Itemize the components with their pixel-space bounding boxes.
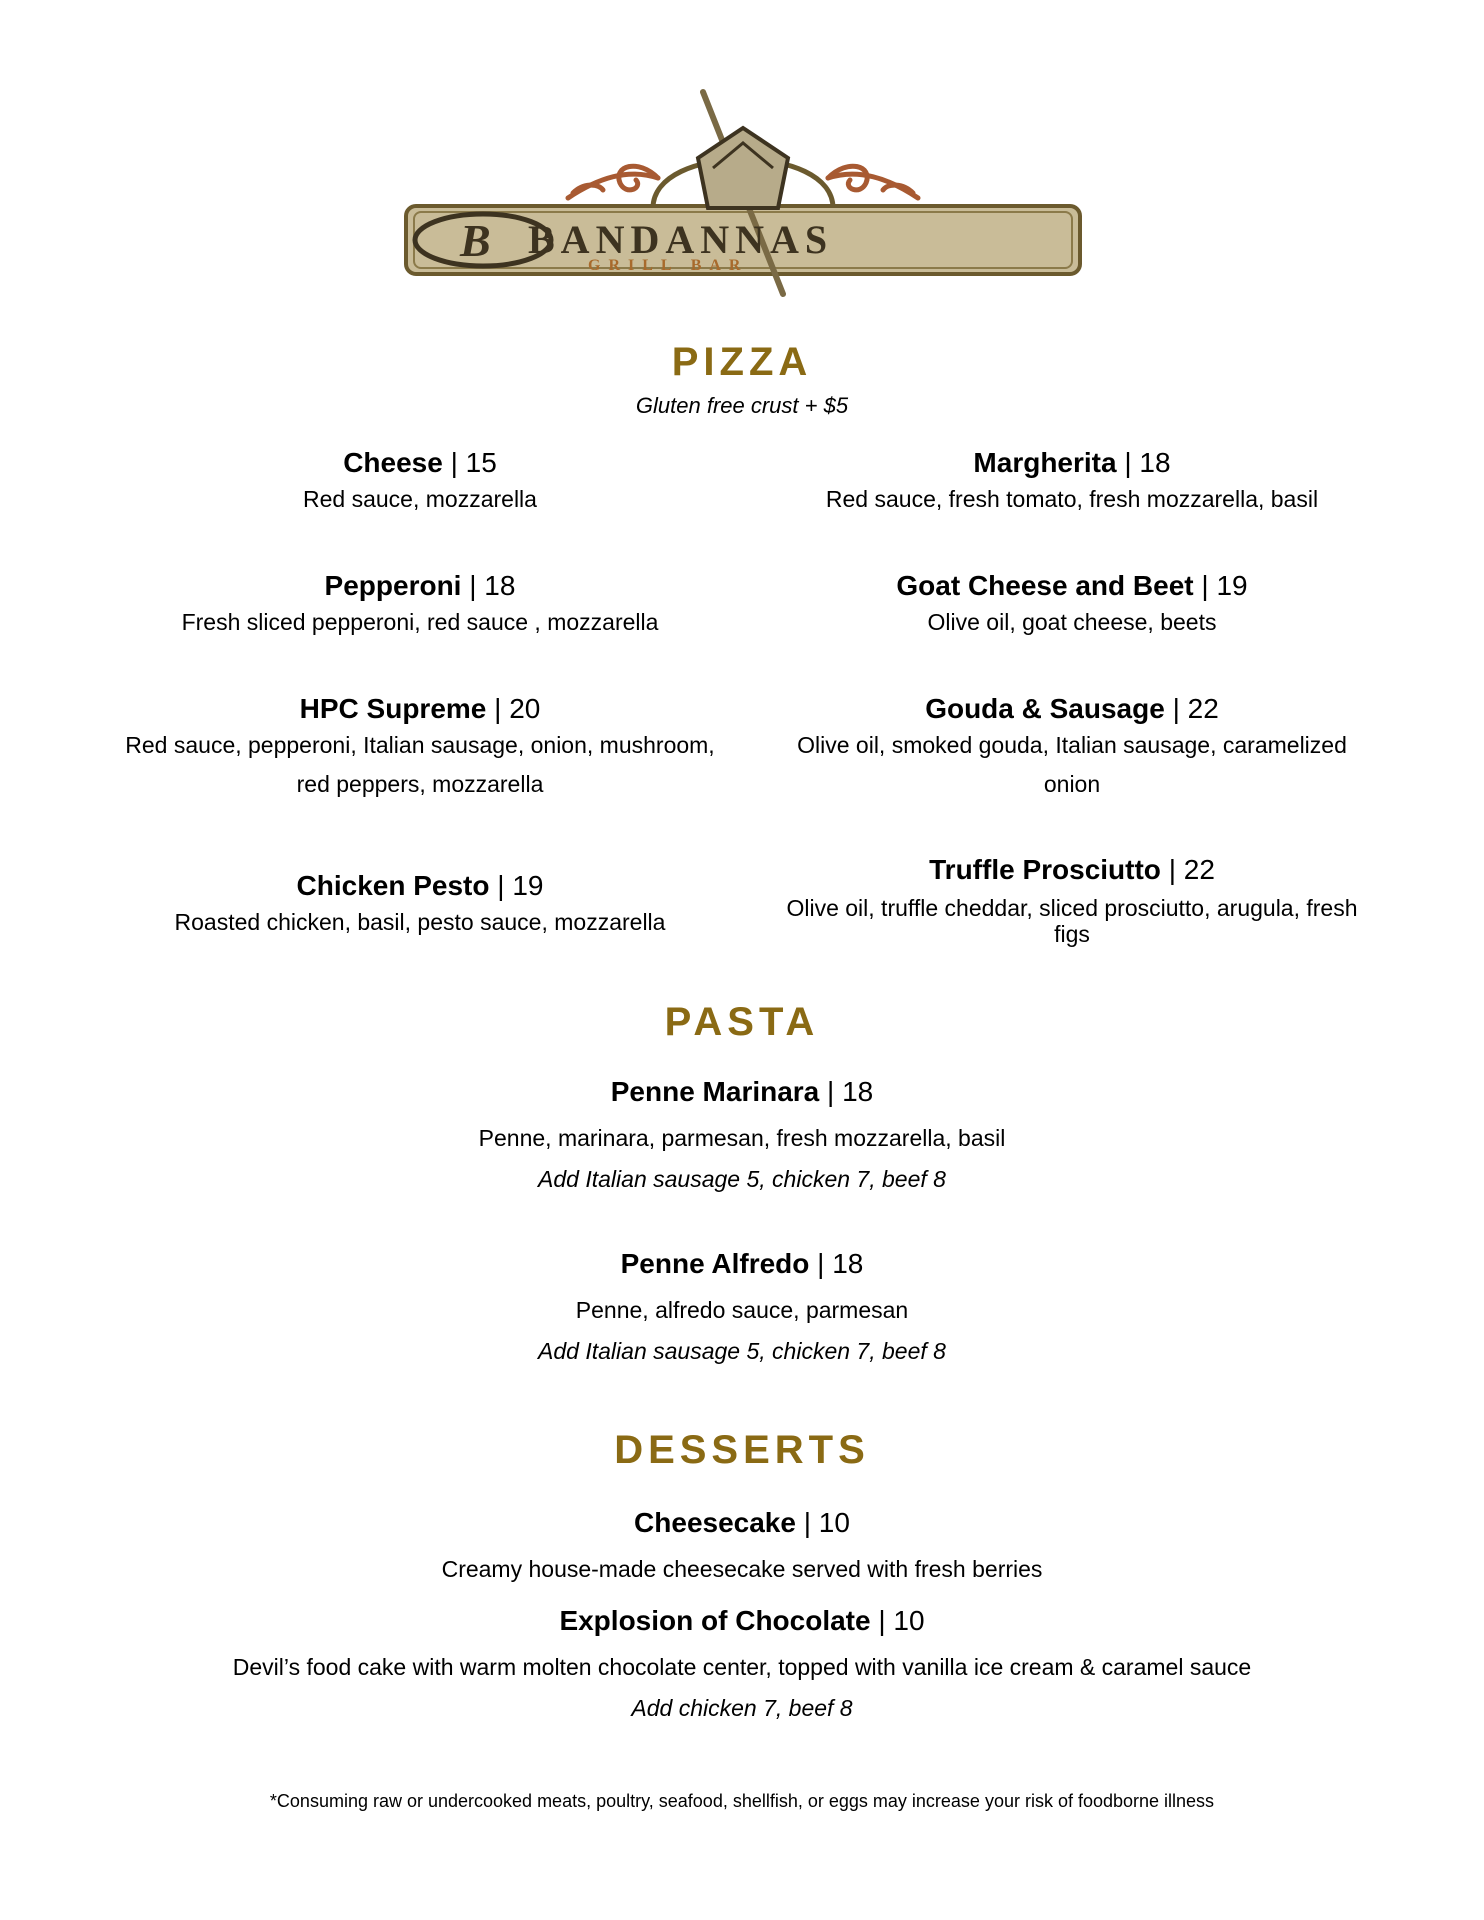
item-price: | 10 <box>878 1605 925 1636</box>
item-description: Fresh sliced pepperoni, red sauce , mozzarella <box>181 609 659 635</box>
logo-text: BANDANNAS <box>528 217 834 262</box>
item-price: | 22 <box>1168 854 1215 885</box>
item-name: Penne Marinara <box>610 1076 820 1107</box>
svg-text:B: B <box>460 215 491 266</box>
item-description: Red sauce, fresh tomato, fresh mozzarella, basil <box>825 486 1319 512</box>
item-price: | 18 <box>827 1076 874 1107</box>
item-name: Margherita <box>973 447 1117 478</box>
menu-item-truffle-prosciutto <box>752 853 1392 947</box>
menu-item-pepperoni <box>100 569 740 642</box>
item-price: | 20 <box>494 693 541 724</box>
health-footnote: *Consuming raw or undercooked meats, poultry, seafood, shellfish, or eggs may increase your risk of foodborne illness <box>269 1791 1215 1811</box>
item-name: Explosion of Chocolate <box>559 1605 871 1636</box>
item-name: Gouda & Sausage <box>925 693 1165 724</box>
menu-item-hpc-supreme <box>100 692 740 804</box>
item-addons: Add Italian sausage 5, chicken 7, beef 8 <box>538 1166 946 1192</box>
bandannas-logo <box>398 88 1088 300</box>
item-name: Cheesecake <box>634 1507 796 1538</box>
logo-subtext: GRILL BAR <box>588 257 749 274</box>
item-description: Devil’s food cake with warm molten chocolate center, topped with vanilla ice cream & caramel sauce <box>232 1654 1252 1680</box>
item-price: | 19 <box>1201 570 1248 601</box>
item-name: Penne Alfredo <box>620 1248 810 1279</box>
item-description: figs <box>1054 921 1090 947</box>
item-name: Chicken Pesto <box>296 870 490 901</box>
swirl-left-icon <box>568 166 658 198</box>
menu-item-gouda-sausage <box>752 692 1392 804</box>
item-price: | 22 <box>1172 693 1219 724</box>
menu-item-explosion-of-chocolate <box>0 1604 1484 1722</box>
item-description: Penne, marinara, parmesan, fresh mozzarella, basil <box>478 1125 1006 1151</box>
swirl-right-icon <box>828 166 918 198</box>
item-name: Pepperoni <box>324 570 462 601</box>
item-description: Red sauce, pepperoni, Italian sausage, onion, mushroom, <box>125 732 715 758</box>
menu-item-penne-alfredo <box>0 1247 1484 1365</box>
desserts-section-title: DESSERTS <box>614 1428 870 1472</box>
item-price: | 18 <box>1124 447 1171 478</box>
item-description: Olive oil, truffle cheddar, sliced prosciutto, arugula, fresh <box>786 895 1358 921</box>
menu-item-cheesecake <box>0 1506 1484 1589</box>
item-description: Penne, alfredo sauce, parmesan <box>575 1297 909 1323</box>
pizza-section-title: PIZZA <box>671 340 813 384</box>
item-name: HPC Supreme <box>299 693 487 724</box>
menu-item-margherita <box>752 446 1392 519</box>
item-addons: Add Italian sausage 5, chicken 7, beef 8 <box>538 1338 946 1364</box>
item-description: onion <box>1043 771 1101 797</box>
pasta-section-title: PASTA <box>664 1000 820 1044</box>
item-description: red peppers, mozzarella <box>296 771 544 797</box>
item-name: Cheese <box>343 447 443 478</box>
item-description: Creamy house-made cheesecake served with fresh berries <box>441 1556 1043 1582</box>
item-description: Red sauce, mozzarella <box>303 486 537 512</box>
item-description: Olive oil, goat cheese, beets <box>927 609 1217 635</box>
item-name: Truffle Prosciutto <box>929 854 1161 885</box>
item-price: | 19 <box>497 870 544 901</box>
item-description: Olive oil, smoked gouda, Italian sausage, caramelized <box>797 732 1347 758</box>
item-name: Goat Cheese and Beet <box>896 570 1194 601</box>
item-addons: Add chicken 7, beef 8 <box>631 1695 853 1721</box>
item-price: | 18 <box>817 1248 864 1279</box>
item-description: Roasted chicken, basil, pesto sauce, mozzarella <box>174 909 666 935</box>
item-price: | 18 <box>469 570 516 601</box>
bandanna-icon <box>698 128 788 208</box>
menu-item-cheese <box>100 446 740 519</box>
menu-item-goat-cheese-and-beet <box>752 569 1392 642</box>
menu-item-chicken-pesto <box>100 869 740 942</box>
item-price: | 10 <box>803 1507 850 1538</box>
pizza-subtitle: Gluten free crust + $5 <box>635 393 849 418</box>
menu-item-penne-marinara <box>0 1075 1484 1193</box>
item-price: | 15 <box>450 447 497 478</box>
